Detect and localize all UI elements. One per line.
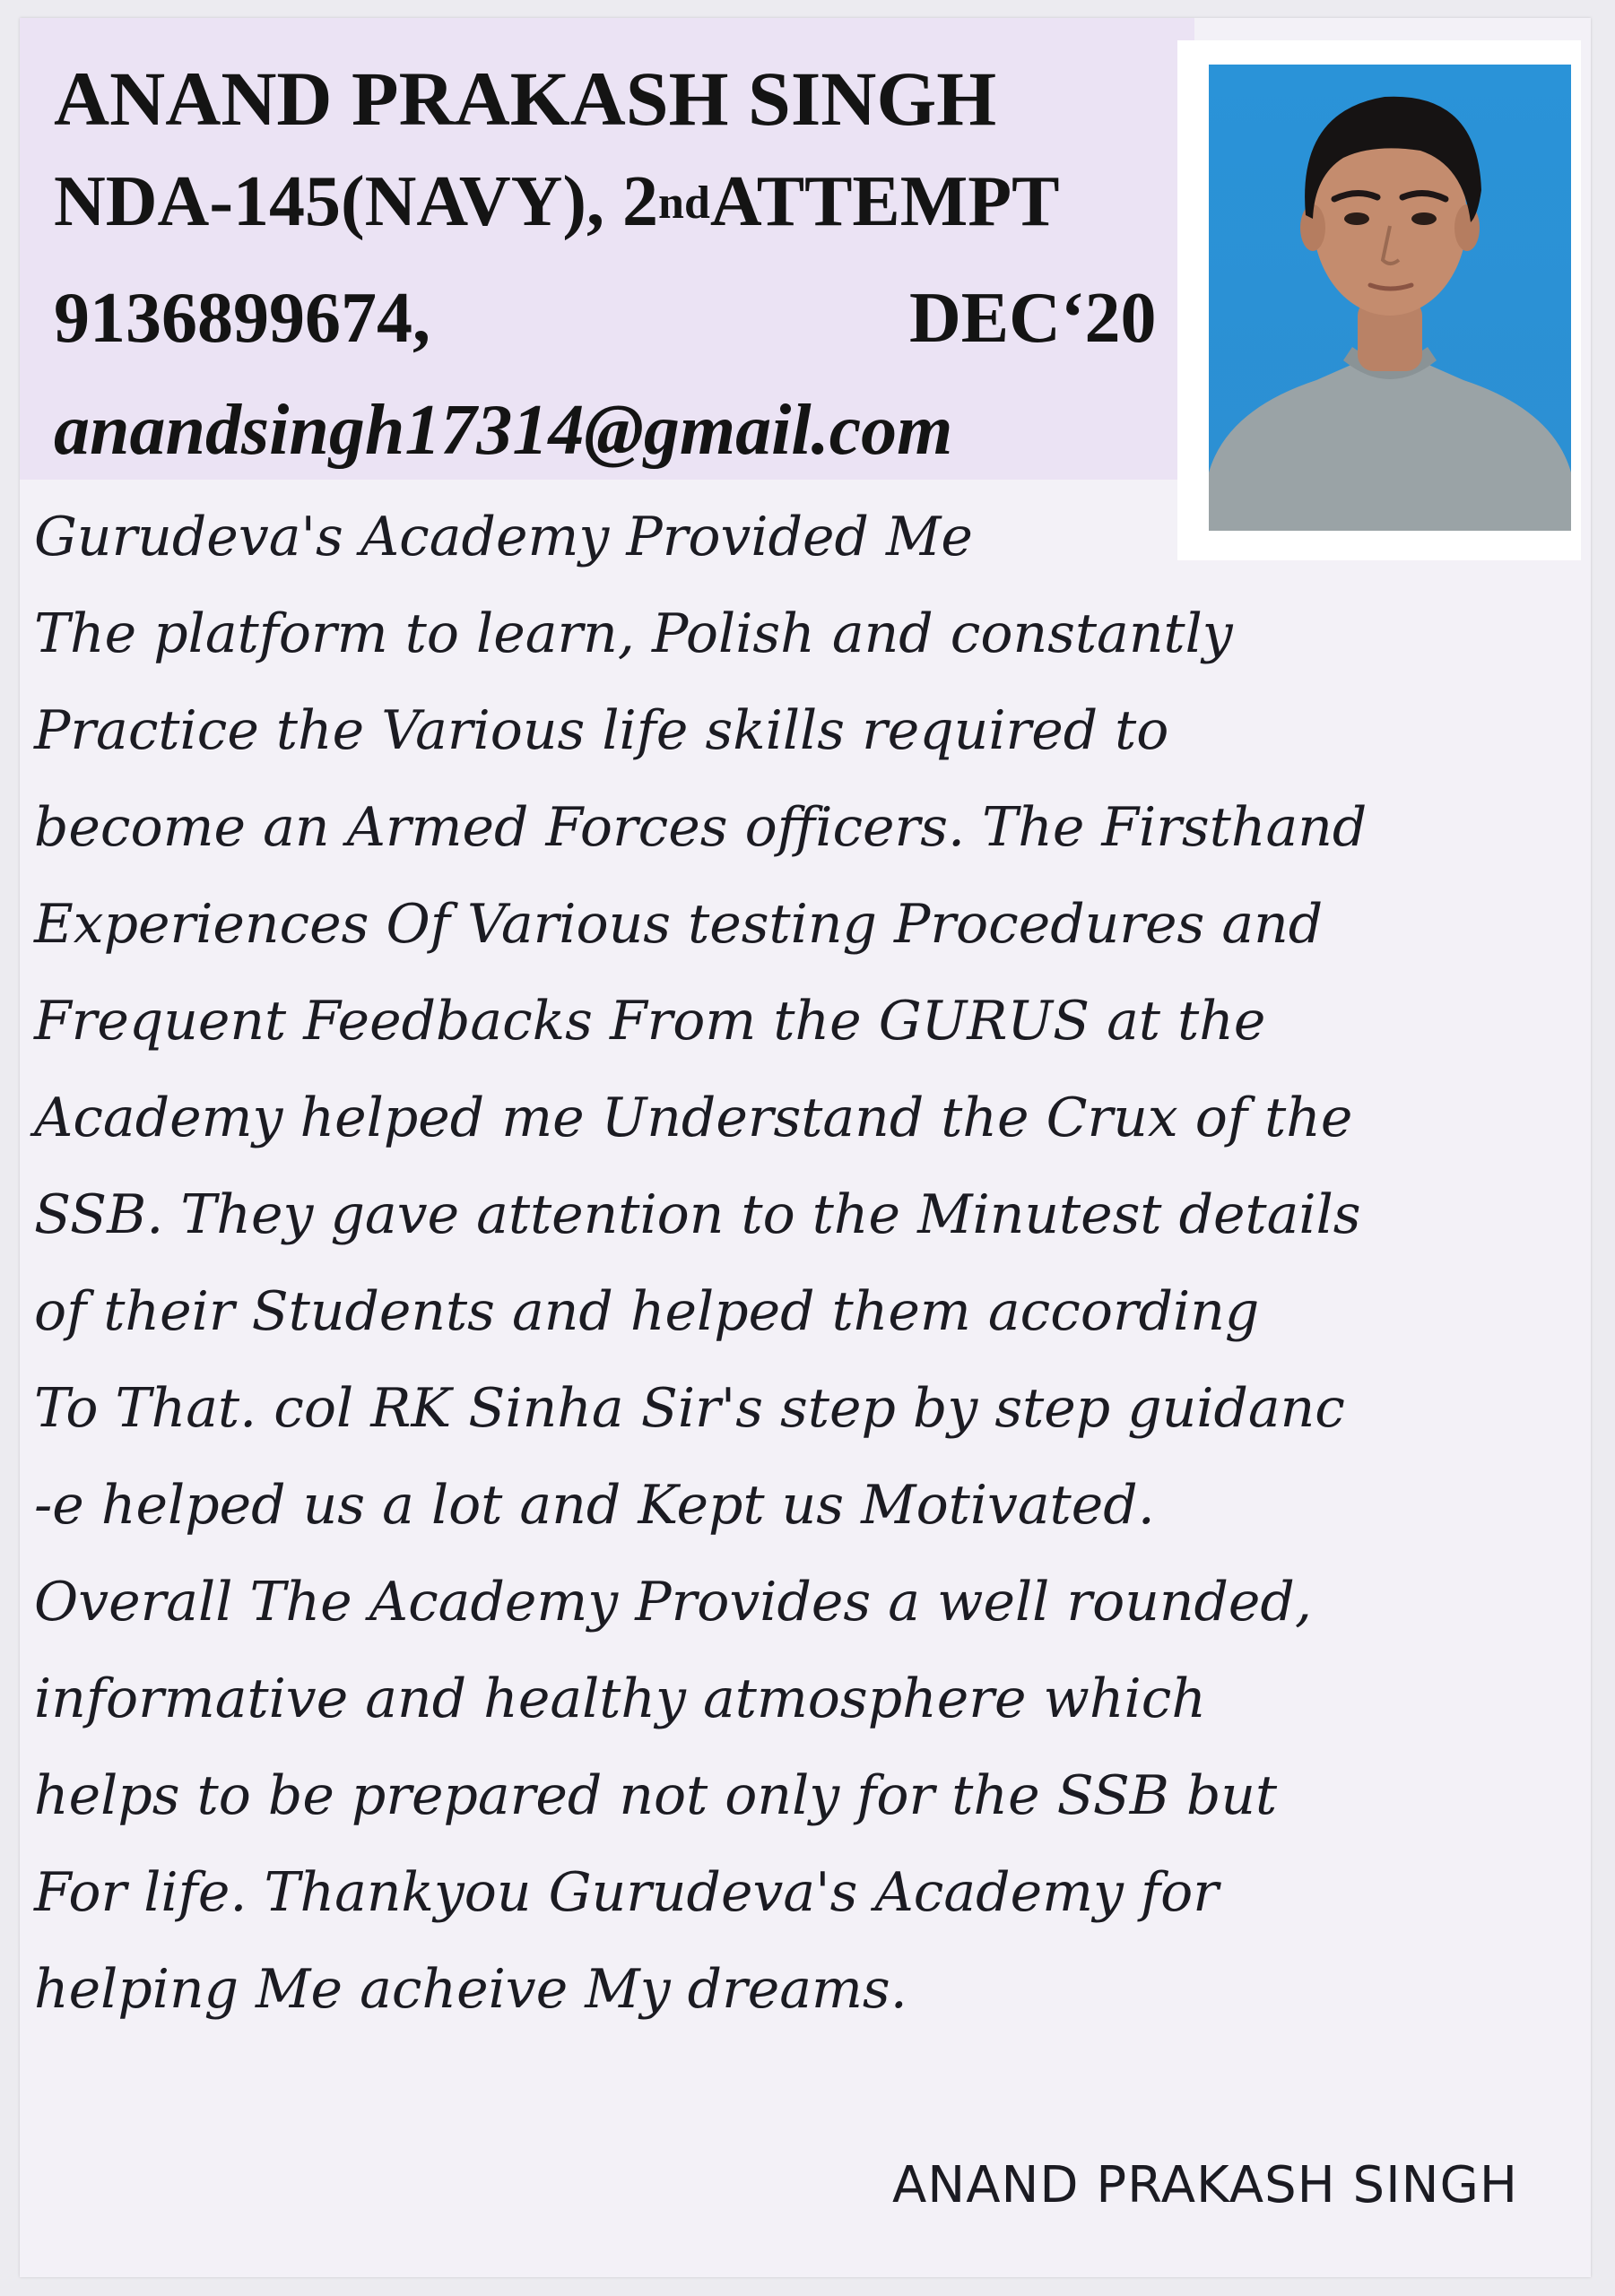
applicant-name: ANAND PRAKASH SINGH — [54, 56, 997, 142]
portrait-photo-icon — [1209, 65, 1571, 531]
course-attempt — [54, 161, 1060, 243]
letter-line: SSB. They gave attention to the Minutest details — [34, 1183, 1361, 1246]
course-rest: ATTEMPT — [709, 162, 1060, 241]
letter-line: Overall The Academy Provides a well rounded, — [34, 1571, 1312, 1633]
letter-line: become an Armed Forces officers. The Firsthand — [34, 796, 1368, 859]
letter-line: informative and healthy atmosphere which — [34, 1668, 1206, 1730]
course-prefix: NDA-145(NAVY), 2 — [54, 162, 659, 241]
handwritten-letter — [34, 489, 1576, 2038]
phone-number: 9136899674, — [54, 279, 430, 358]
letter-line: helps to be prepared not only for the SSB but — [34, 1764, 1278, 1827]
email-address: anandsingh17314@gmail.com — [54, 391, 953, 470]
letter-line: Academy helped me Understand the Crux of the — [34, 1087, 1353, 1149]
letter-line: For life. Thankyou Gurudeva's Academy for — [34, 1861, 1219, 1924]
letter-line: helping Me acheive My dreams. — [34, 1958, 907, 2021]
letter-line: of their Students and helped them according — [34, 1280, 1260, 1343]
letter-line: -e helped us a lot and Kept us Motivated. — [34, 1474, 1155, 1537]
letter-line: The platform to learn, Polish and constantly — [34, 602, 1233, 665]
signature-name: ANAND PRAKASH SINGH — [892, 2156, 1518, 2214]
course-ordinal: nd — [658, 178, 710, 229]
exam-date: DEC‘20 — [909, 279, 1157, 358]
letter-line: Experiences Of Various testing Procedures and — [34, 893, 1324, 956]
letter-line: To That. col RK Sinha Sir's step by step guidanc — [34, 1377, 1345, 1440]
letter-line: Frequent Feedbacks From the GURUS at the — [34, 990, 1266, 1053]
letter-line: Gurudeva's Academy Provided Me — [34, 506, 973, 568]
header-band — [20, 18, 1194, 480]
portrait-illustration — [1209, 65, 1571, 531]
letter-line: Practice the Various life skills required to — [34, 699, 1169, 762]
